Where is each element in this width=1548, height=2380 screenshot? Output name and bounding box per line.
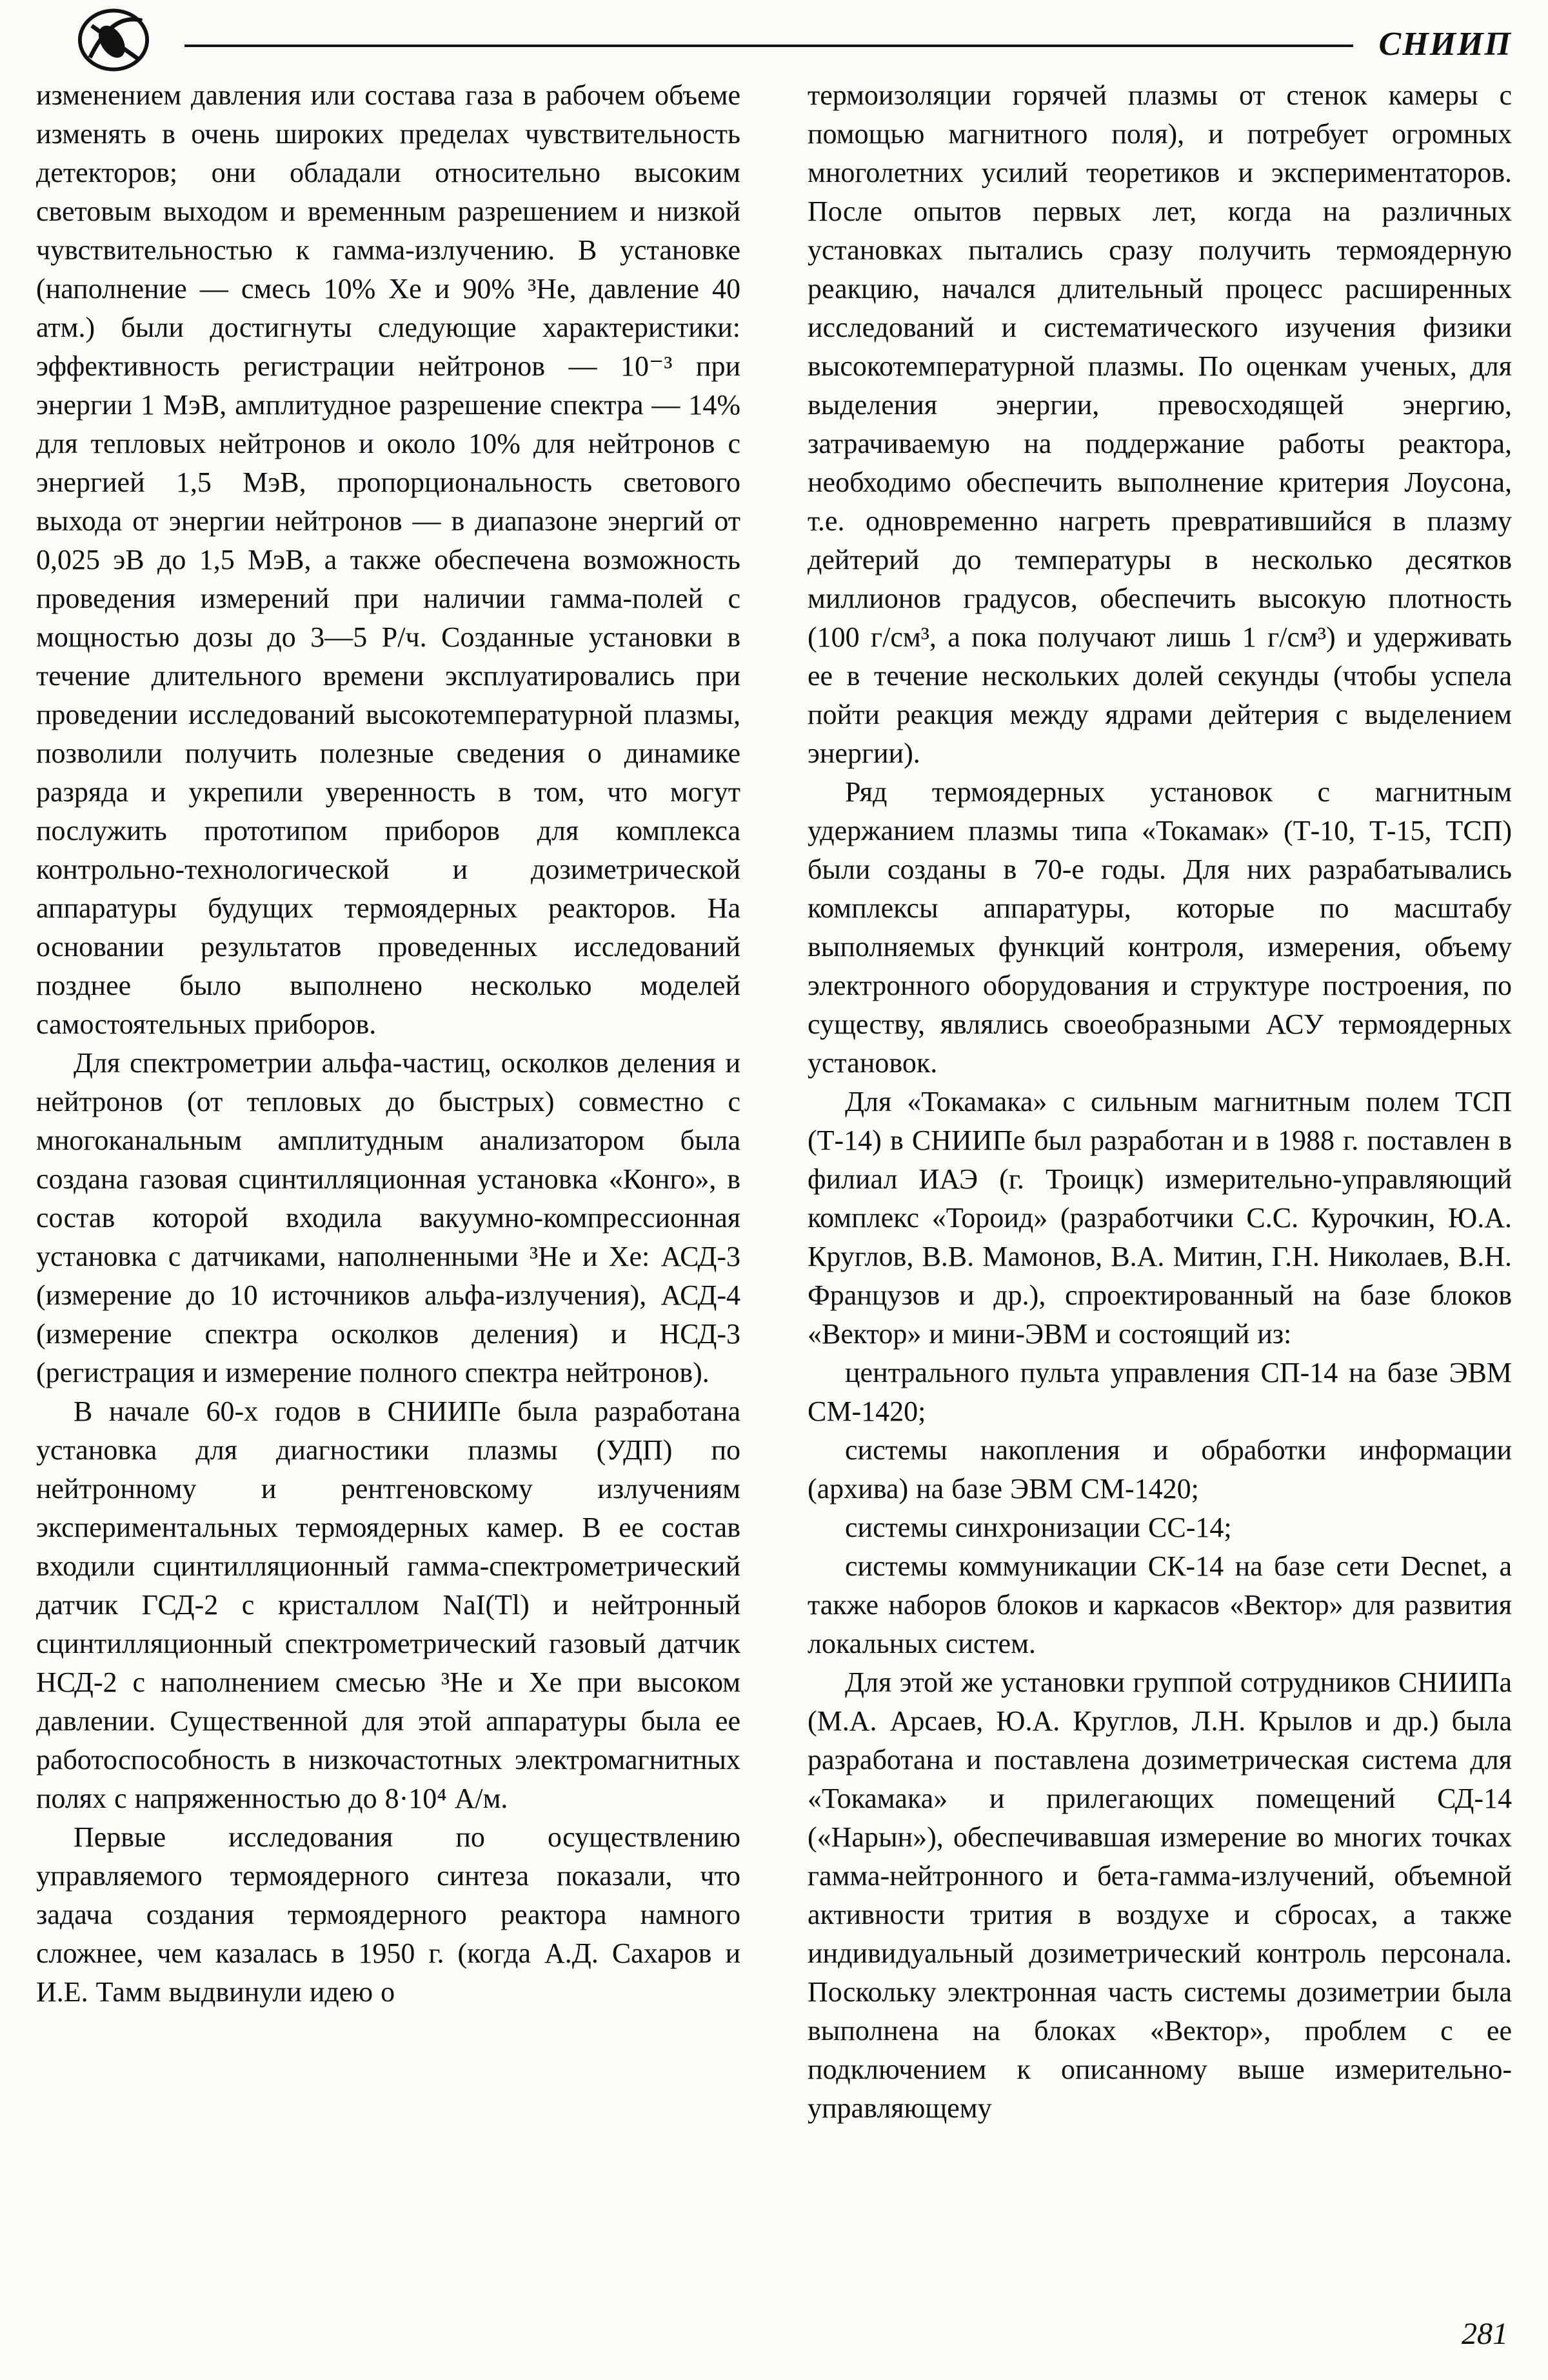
paragraph-right-2: Ряд термоядерных установок с магнитным удержанием плазмы типа «Токамак» (Т-10, Т-15, ТСП) были созданы в 70-е годы. Для них разрабатывались комплексы аппаратуры, которые по масштабу выполняемых функций контроля, измерения, объему электронного оборудования и структуре построения, по существу, являлись своеобразными АСУ термоядерных установок. [808,776,1512,1079]
list-item-sync-system: системы синхронизации СС-14; [845,1512,1232,1543]
header-brand: СНИИП [1378,25,1512,63]
paragraph-left-3: В начале 60-х годов в СНИИПе была разработана установка для диагностики плазмы (УДП) по нейтронному и рентгеновскому излучениям экспериментальных термоядерных камер. В ее состав входили сцинтилляционный гамма-спектрометрический датчик ГСД-2 с кристаллом NaI(Tl) и нейтронный сцинтилляционный спектрометрический газовый датчик НСД-2 с наполнением смесью ³Не и Хе при высоком давлении. Существенной для этой аппаратуры была ее работоспособность в низкочастотных электромагнитных полях с напряженностью до 8·10⁴ А/м. [36,1395,740,1814]
page-number: 281 [1462,2317,1508,2351]
paragraph-left-4: Первые исследования по осуществлению управляемого термоядерного синтеза показали, что задача создания термоядерного реактора намного сложнее, чем казалась в 1950 г. (когда А.Д. Сахаров и И.Е. Тамм выдвинули идею о [36,1821,740,2008]
list-item-comm-system: системы коммуникации СК-14 на базе сети Decnet, а также наборов блоков и каркасов «Вектор» для развития локальных систем. [808,1550,1512,1659]
paragraph-left-1: изменением давления или состава газа в рабочем объеме изменять в очень широких пределах чувствительность детекторов; они обладали относительно высоким световым выходом и временным разрешением и низкой чувствительностью к гамма-излучению. В установке (наполнение — смесь 10% Хе и 90% ³Не, давление 40 атм.) были достигнуты следующие характеристики: эффективность регистрации нейтронов — 10⁻³ при энергии 1 МэВ, амплитудное разрешение спектра — 14% для тепловых нейтронов и около 10% для нейтронов с энергией 1,5 МэВ, пропорциональность светового выхода от энергии нейтронов — в диапазоне энергий от 0,025 эВ до 1,5 МэВ, а также обеспечена возможность проведения измерений при наличии гамма-полей с мощностью дозы до 3—5 Р/ч. Созданные установки в течение длительного времени эксплуатировались при проведении исследований высокотемпературной плазмы, позволили получить полезные сведения о динамике разряда и укрепили уверенность в том, что могут послужить прототипом приборов для комплекса контрольно-технологической и дозиметрической аппаратуры будущих термоядерных реакторов. На основании результатов проведенных исследований позднее было выполнено несколько моделей самостоятельных приборов. [36,79,740,1040]
list-item-control-console: центрального пульта управления СП-14 на базе ЭВМ СМ-1420; [808,1357,1512,1427]
list-item-archive-system: системы накопления и обработки информации (архива) на базе ЭВМ СМ-1420; [808,1434,1512,1505]
publisher-emblem-icon [71,4,156,79]
paragraph-right-1: термоизоляции горячей плазмы от стенок камеры с помощью магнитного поля), и потребует огромных многолетних усилий теоретиков и экспериментаторов. После опытов первых лет, когда на различных установках пытались сразу получить термоядерную реакцию, начался длительный процесс расширенных исследований и систематического изучения физики высокотемпературной плазмы. По оценкам ученых, для выделения энергии, превосходящей энергию, затрачиваемую на поддержание работы реактора, необходимо обеспечить выполнение критерия Лоусона, т.е. одновременно нагреть превратившийся в плазму дейтерий до температуры в несколько десятков миллионов градусов, обеспечить высокую плотность (100 г/см³, а пока получают лишь 1 г/см³) и удерживать ее в течение нескольких долей секунды (чтобы успела пойти реакция между ядрами дейтерия с выделением энергии). [808,79,1512,769]
page-header [71,10,1512,72]
paragraph-right-3: Для «Токамака» с сильным магнитным полем ТСП (Т-14) в СНИИПе был разработан и в 1988 г. поставлен в филиал ИАЭ (г. Троицк) измерительно-управляющий комплекс «Тороид» (разработчики С.С. Курочкин, Ю.А. Круглов, В.В. Мамонов, В.А. Митин, Г.Н. Николаев, В.Н. Французов и др.), спроектированный на базе блоков «Вектор» и мини-ЭВМ и состоящий из: [808,1086,1512,1350]
paragraph-right-8: Для этой же установки группой сотрудников СНИИПа (М.А. Арсаев, Ю.А. Круглов, Л.Н. Крылов и др.) была разработана и поставлена дозиметрическая система для «Токамака» и прилегающих помещений СД-14 («Нарын»), обеспечивавшая измерение во многих точках гамма-нейтронного и бета-гамма-излучений, объемной активности трития в воздухе и сбросах, а также индивидуальный дозиметрический контроль персонала. Поскольку электронная часть системы дозиметрии была выполнена на блоках «Вектор», проблем с ее подключением к описанному выше измерительно-управляющему [808,1666,1512,2124]
header-rule [184,45,1353,47]
text-column-right [808,76,1512,2128]
paragraph-left-2: Для спектрометрии альфа-частиц, осколков деления и нейтронов (от тепловых до быстрых) совместно с многоканальным амплитудным анализатором была создана газовая сцинтилляционная установка «Конго», в состав которой входила вакуумно-компрессионная установка с датчиками, наполненными ³Не и Хе: АСД-3 (измерение до 10 источников альфа-излучения), АСД-4 (измерение спектра осколков деления) и НСД-3 (регистрация и измерение полного спектра нейтронов). [36,1047,740,1388]
text-column-left [36,76,740,2012]
